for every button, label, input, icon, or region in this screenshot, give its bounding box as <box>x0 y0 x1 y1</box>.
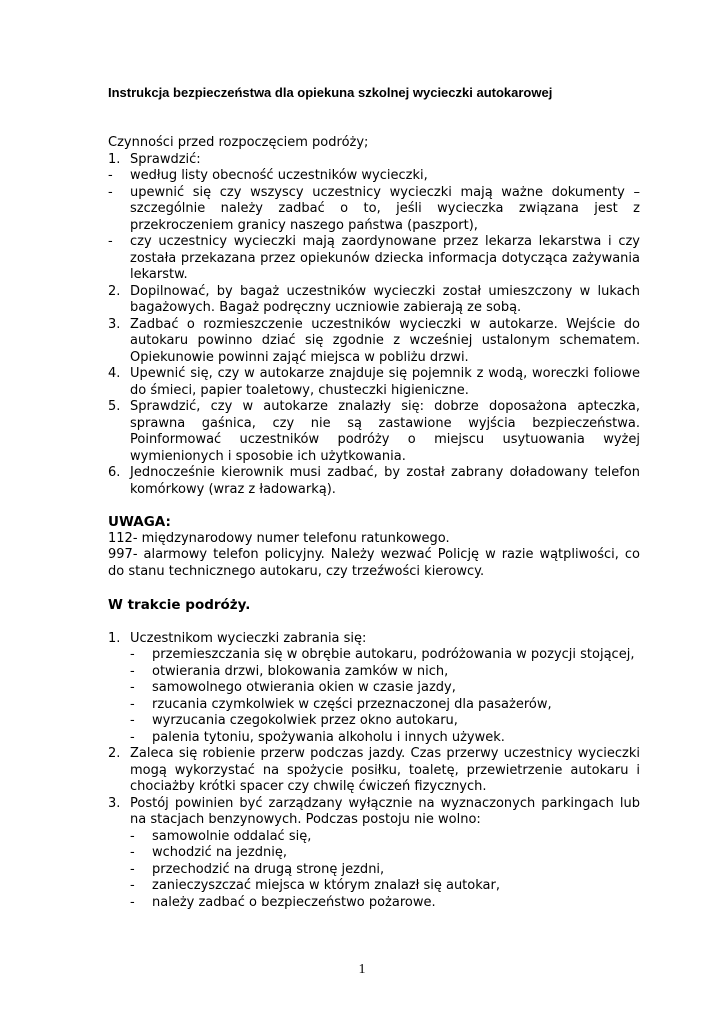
list-item-text: Zadbać o rozmieszczenie uczestników wycieczki w autokarze. Wejście do autokaru powinno dziać się zgodnie z wcześniej ustalonym schematem. Opiekunowie powinni zająć miejsca w pobliżu drzwi. <box>130 316 640 365</box>
sub-list-item <box>130 680 640 697</box>
sub-list-item <box>130 862 640 879</box>
list-marker: 4. <box>108 366 121 381</box>
list-marker: 3. <box>108 795 121 811</box>
list-marker: - <box>130 663 135 679</box>
list-item-text: wchodzić na jezdnię, <box>152 845 287 860</box>
list-item <box>108 746 640 796</box>
list-marker: - <box>130 729 135 745</box>
list-item-text: Upewnić się, czy w autokarze znajduje się pojemnik z wodą, woreczki foliowe do śmieci, papier toaletowy, chusteczki higieniczne. <box>130 366 640 398</box>
list-marker: - <box>130 828 135 844</box>
list-marker: 2. <box>108 283 121 299</box>
list-item-text: Sprawdzić: <box>130 151 201 167</box>
list-item <box>108 796 640 829</box>
list-marker: 3. <box>108 316 121 332</box>
list-marker: 6. <box>108 465 121 480</box>
sub-list-item <box>130 878 640 895</box>
list-item-text: otwierania drzwi, blokowania zamków w nich, <box>152 663 449 679</box>
list-item <box>108 317 640 367</box>
list-item <box>108 284 640 317</box>
list-marker: 1. <box>108 151 121 167</box>
list-item-text: według listy obecność uczestników wycieczki, <box>130 168 428 183</box>
list-marker: 2. <box>108 746 121 761</box>
list-item-text: samowolnie oddalać się, <box>152 828 312 844</box>
sub-list-item <box>130 664 640 681</box>
list-marker: - <box>130 696 135 712</box>
sub-list <box>130 647 640 746</box>
list-item-text: przechodzić na drugą stronę jezdni, <box>152 861 385 877</box>
list-marker: - <box>130 647 135 662</box>
page-number: 1 <box>358 962 366 977</box>
sub-list-item <box>130 730 640 747</box>
list-item-text: czy uczestnicy wycieczki mają zaordynowane przez lekarza lekarstwa i czy została przekazana przez opiekunów dziecka informacja dotycząca zażywania lekarstw. <box>130 234 640 282</box>
sub-list-item <box>130 829 640 846</box>
list-item <box>108 366 640 399</box>
list-item-text: należy zadbać o bezpieczeństwo pożarowe. <box>152 894 436 910</box>
section-during-trip <box>108 597 640 911</box>
list-item <box>108 399 640 465</box>
section-before-trip <box>108 135 640 498</box>
list-marker: - <box>130 845 135 860</box>
list-marker: - <box>130 680 135 695</box>
list-item-text: rzucania czymkolwiek w części przeznaczonej dla pasażerów, <box>152 696 552 712</box>
document-page <box>108 84 640 911</box>
list-marker: 5. <box>108 399 121 414</box>
list-item <box>108 168 640 185</box>
document-title: Instrukcja bezpieczeństwa dla opiekuna szkolnej wycieczki autokarowej <box>108 85 553 100</box>
sub-list-item <box>130 713 640 730</box>
list-marker: - <box>108 168 113 183</box>
list-item-text: wyrzucania czegokolwiek przez okno autokaru, <box>152 713 458 728</box>
list-item <box>108 465 640 498</box>
police-number-line: 997- alarmowy telefon policyjny. Należy wezwać Policję w razie wątpliwości, co do stanu technicznego autokaru, czy trzeźwości kierowcy. <box>108 547 640 579</box>
section-warning <box>108 514 640 580</box>
list-item-text: Postój powinien być zarządzany wyłącznie na wyznaczonych parkingach lub na stacjach benzynowych. Podczas postoju nie wolno: <box>130 795 640 827</box>
sub-list <box>130 829 640 912</box>
list-item-text: Uczestnikom wycieczki zabrania się: <box>130 630 367 646</box>
warning-heading: UWAGA: <box>108 514 171 530</box>
list-marker: - <box>130 894 135 910</box>
list-item <box>108 631 640 648</box>
section-heading: W trakcie podróży. <box>108 597 251 613</box>
list-item-text: Dopilnować, by bagaż uczestników wycieczki został umieszczony w lukach bagażowych. Bagaż podręczny uczniowie zabierają ze sobą. <box>130 283 640 315</box>
section-heading: Czynności przed rozpoczęciem podróży; <box>108 135 369 150</box>
sub-list-item <box>130 845 640 862</box>
list-marker: - <box>130 878 135 893</box>
list-item <box>108 185 640 235</box>
list-item <box>108 234 640 284</box>
list-marker: 1. <box>108 630 121 646</box>
sub-list-item <box>130 895 640 912</box>
sub-list-item <box>130 697 640 714</box>
list-item-text: palenia tytoniu, spożywania alkoholu i innych używek. <box>152 729 505 745</box>
list-item-text: Jednocześnie kierownik musi zadbać, by został zabrany doładowany telefon komórkowy (wraz z ładowarką). <box>130 465 640 497</box>
list-marker: - <box>130 713 135 728</box>
list-item <box>108 152 640 169</box>
list-item-text: zanieczyszczać miejsca w którym znalazł się autokar, <box>152 878 500 893</box>
list-item-text: samowolnego otwierania okien w czasie jazdy, <box>152 680 456 695</box>
list-marker: - <box>108 184 113 200</box>
list-item-text: przemieszczania się w obrębie autokaru, podróżowania w pozycji stojącej, <box>152 647 635 662</box>
emergency-number-line: 112- międzynarodowy numer telefonu ratunkowego. <box>108 530 450 546</box>
list-marker: - <box>108 234 113 249</box>
list-item-text: Zaleca się robienie przerw podczas jazdy. Czas przerwy uczestnicy wycieczki mogą wykorzystać na spożycie posiłku, toaletę, przewietrzenie autokaru i chociażby krótki spacer czy chwilę ćwiczeń fizycznych. <box>130 746 640 794</box>
list-item-text: upewnić się czy wszyscy uczestnicy wycieczki mają ważne dokumenty – szczególnie należy zadbać o to, jeśli wycieczka związana jest z przekroczeniem granicy naszego państwa (paszport), <box>130 184 640 233</box>
sub-list-item <box>130 647 640 664</box>
list-marker: - <box>130 861 135 877</box>
list-item-text: Sprawdzić, czy w autokarze znalazły się: dobrze doposażona apteczka, sprawna gaśnica, czy nie są zastawione wyjścia bezpieczeństwa. Poinformować uczestników podróży o miejscu usytuowania wyżej wymienionych i sposobie ich użytkowania. <box>130 399 640 464</box>
